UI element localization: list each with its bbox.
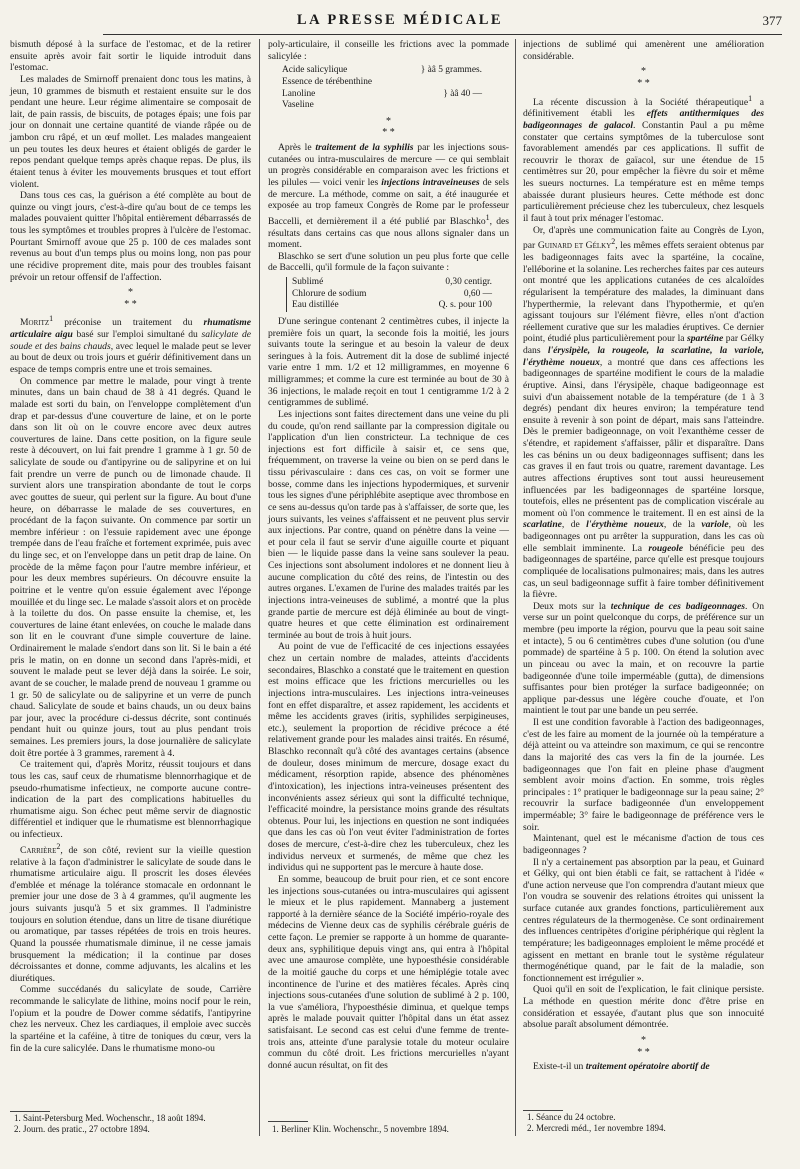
formula-line: Sublimé 0,30 centigr.	[292, 277, 492, 288]
prescription-formula	[286, 277, 509, 312]
footnote: 2. Journ. des pratic., 27 octobre 1894.	[14, 1123, 150, 1134]
topic-heading: traitement opératoire abortif de	[585, 1061, 710, 1073]
footnote-rule	[523, 1110, 563, 1111]
topic-heading: rhumatisme articulaire aigu	[10, 317, 251, 341]
footnote-rule	[268, 1121, 308, 1122]
paragraph-carriere: Carrière$^2$, de son côté, revient sur la vieille question relative à la façon d'administrer le salicylate de soude dans le rhumatisme articulaire aigu. Il proscrit les doses élevées d'emblée et ménage la tolérance stomacale en ordonnant le premier jour une dose de 3 à 4 grammes, qu'il augmente les jours suivants jusqu'à 5 et six grammes. Il l'administre toujours en solution étendue, dans un litre de tisane diurétique ou aromatique, par tasses répétées de trois en trois heures. Quand la poussée rhumatismale diminue, il ne cesse jamais brusquement la médication; il la continue par doses décroissantes et donne, comme adjuvants, les alcalins et les diurétiques.	[10, 841, 251, 984]
author-name: Moritz	[20, 317, 50, 329]
footnotes-col-1	[14, 1113, 206, 1134]
paragraph: En somme, beaucoup de bruit pour rien, et ce sont encore les injections sous-cutanées ou intra-musculaires qui agissent le mieux et le plus rapidement. Mannaberg a justement rapporté à la dernière séance de la Société império-royale des médecins de Vienne deux cas de syphilis cérébrale guéris de cette façon. Le premier se rapporte à un homme de quarante-deux ans, syphilitique depuis vingt ans, qui entra à l'hôpital avec une amaurose complète, une hypoesthésie considérable de la moitié gauche du corps et une hémiplégie totale avec incontinence de l'urine et des matières fécales. Après cinq injections sous-cutanées d'une solution de sublimé à 2 p. 100, la vue s'améliora, l'hypoesthésie diminua, et quelque temps après le malade pouvait quitter l'hôpital dans un état assez satisfaisant. Le second cas est celui d'une femme de trente-trois ans, atteinte d'une paralysie totale du moteur oculaire commun du côté droit. Les frictions mercurielles n'ayant donné aucun résultat, on fit des	[268, 873, 509, 1071]
footnote: 2. Mercredi méd., 1er novembre 1894.	[527, 1122, 666, 1133]
paragraph: poly-articulaire, il conseille les frictions avec la pommade salicylée :	[268, 39, 509, 62]
footnote-ref: 1	[748, 93, 753, 103]
footnote: 1. Séance du 24 octobre.	[527, 1112, 616, 1122]
paragraph: Maintenant, quel est le mécanisme d'action de tous ces badigeonnages ?	[523, 833, 764, 856]
paragraph: Dans tous ces cas, la guérison a été complète au bout de quinze ou vingt jours, c'est-à-dire qu'au bout de ce temps les malades pouvaient quitter l'hôpital entièrement débarrassés de tous les symptômes et troubles propres à l'ulcère de l'estomac. Pourtant Smirnoff avoue que 25 p. 100 de ces malades sont revenus au bout d'un temps plus ou moins long, non pas pour une récidive proprement dite, mais pour des troubles faisant prévoir un retour offensif de l'affection.	[10, 190, 251, 283]
paragraph: D'une seringue contenant 2 centimètres cubes, il injecte la première fois un quart, la seconde fois la moitié, les jours suivants toute la seringue et au besoin la valeur de deux seringues à la fois. Autrement dit la dose de sublimé injecté varie entre 1 mm. 1/2 et 12 milligrammes, en moyenne 6 milligrammes; et comme la cure est terminée au bout de 30 à 36 injections, le malade reçoit en tout 1 centigramme 1/2 à 2 centigrammes de sublimé.	[268, 315, 509, 409]
author-name: Carrière	[20, 844, 57, 856]
column-2	[268, 39, 509, 1072]
section-separator: * * *	[637, 66, 650, 89]
topic-heading: technique de ces badigeonnages	[610, 600, 745, 612]
paragraph-technique: Deux mots sur la technique de ces badigeonnages. On verse sur un point quelconque du corps, de préférence sur un membre (peu importe la région, pourvu que la peau soit saine et intacte), 5 ou 6 centimètres cubes d'une solution (ou d'une pommade) de spartéine à 5 p. 100. On étend la solution avec un pinceau ou avec la main, et on recouvre la partie badigeonnée d'une toile imperméable (gutta), de dimensions suffisantes pour bien protéger la surface badigeonnée; on applique par-dessus une légère couche d'ouate, et l'on maintient le tout par une bande un peu serrée.	[523, 600, 765, 717]
paragraph: Comme succédanés du salicylate de soude, Carrière recommande le salicylate de lithine, moins nocif pour le rein, l'opium et la poudre de Dower comme sédatifs, l'antipyrine chez les nerveux. Chez les cardiaques, il emploie avec succès la spartéine et la caféine, à titre de toniques du cœur, vers la fin de la cure salicylée. Dans le rhumatisme mono-ou	[10, 984, 251, 1054]
header-rule	[103, 34, 782, 35]
section-separator: * * *	[637, 1034, 650, 1058]
formula-line: Acide salicylique } àâ 5 grammes.	[282, 65, 482, 76]
paragraph: Blaschko se sert d'une solution un peu plus forte que celle de Baccelli, qu'il formule de la façon suivante :	[268, 250, 509, 274]
footnotes-col-2	[272, 1124, 449, 1135]
column-1	[10, 39, 251, 1054]
formula-line: Chlorure de sodium 0,60 —	[292, 288, 492, 299]
column-3	[523, 39, 764, 1073]
journal-title: LA PRESSE MÉDICALE	[296, 12, 504, 28]
page-number: 377	[762, 13, 782, 28]
paragraph: Les malades de Smirnoff prenaient donc tous les matins, à jeun, 10 grammes de bismuth et restaient ensuite sur le dos pendant une heure. Leur régime alimentaire se composait de lait, de pain rassis, de biscuits, de potages épais; une fois par jour on donnait une certaine quantité de viande râpée ou de jambon cru râpé, et un œuf mollet. Les malades mangeaient un peu toutes les deux heures et étaient obligés de garder le repos pendant quelque temps après chaque repas. De plus, ils étaient tenus à éviter les mouvements brusques et tout effort violent.	[10, 73, 251, 190]
paragraph-gaiacol: La récente discussion à la Société thérapeutique$^1$ a définitivement établi les effets antithermiques des badigeonnages de galacol. Constantin Paul a pu même constater que certains symptômes de la tuberculose sont favorablement amendés par ces applications. Il suffit de recouvrir le thorax de gaïacol, sur une étendue de 15 centimètres sur 20, pour empêcher la fièvre du soir et même les sueurs nocturnes. La température est en même temps abaissée durant plusieurs heures. Cette méthode est donc particulièrement précieuse chez les tuberculeux, chez lesquels il faut à tout prix ménager l'estomac.	[523, 93, 764, 224]
paragraph: Quoi qu'il en soit de l'explication, le fait clinique persiste. La méthode en question mérite donc d'être prise en considération et essayée, d'autant plus que son innocuité absolue paraît absolument démontrée.	[523, 984, 764, 1031]
footnotes-col-3	[527, 1112, 666, 1133]
topic-heading: traitement de la syphilis	[315, 142, 414, 153]
paragraph: Ce traitement qui, d'après Moritz, réussit toujours et dans tous les cas, sauf ceux de rhumatisme blennorrhagique et de pseudo-rhumatisme infectieux, ne comporte aucune contre-indication de la part des complications habituelles du rhumatisme aigu. Son échec peut même servir de diagnostic différentiel et indiquer que le rhumatisme est blennorrhagique ou infectieux.	[10, 759, 251, 841]
paragraph: Au point de vue de l'efficacité de ces injections essayées chez un certain nombre de malades, atteints d'accidents secondaires, Blaschko a constaté que le traitement en question est moins efficace que les frictions mercurielles ou les injections intra-musculaires. Les injections intra-veineuses font en effet disparaître, et assez rapidement, les accidents et même les accidents graves (iritis, syphilides serpigineuses, etc.), seulement la proportion de récidive précoce a été relativement grande pour les malades ainsi traités. En résumé, Blaschko reconnaît qu'à côté des avantages certains (absence de douleur, doses minimum de mercure, dosage exact du médicament, résorption rapide, absence des phénomènes d'intoxication), les injections intra-veineuses présentent des inconvénients assez sérieux qui sont la difficulté technique, l'efficacité moindre, la persistance moins grande des résultats obtenus. Pour lui, les injections en question ne sont indiquées que dans les cas où l'on veut éviter l'administration de fortes doses de mercure, c'est-à-dire chez les tuberculeux, chez les individus nerveux et surmenés, de même que chez les individus qui ne supportent pas le mercure à haute dose.	[268, 641, 509, 874]
topic-heading: effets antithermiques des badigeonnages de galacol	[523, 108, 764, 131]
prescription-formula	[282, 65, 509, 112]
paragraph: injections de sublimé qui amenèrent une amélioration considérable.	[523, 39, 764, 62]
paragraph: Il n'y a certainement pas absorption par la peau, et Guinard et Gélky, qui ont bien établi ce fait, se rattachent à l'idée « d'une action nerveuse que l'on comprendra d'autant mieux que l'on voudra se souvenir des relations étroites qui unissent la surface cutanée aux grandes fonctions, particulièrement aux centres régulateurs de la thermogenèse. Ce sont ordinairement des influences centripètes d'origine périphérique qui règlent la température; les badigeonnages emploient le même procédé et agissent en mettant en branle tout le système régulateur thermogénétique quand, par le fait de la maladie, son fonctionnement est irrégulier ».	[523, 856, 764, 984]
footnote: 1. Berliner Klin. Wochenschr., 5 novembre 1894.	[272, 1124, 449, 1134]
formula-line: Lanoline } àâ 40 —	[282, 88, 482, 99]
formula-line: Vaseline	[282, 100, 314, 111]
paragraph-abortif: Existe-t-il un traitement opératoire abortif de	[533, 1061, 710, 1073]
paragraph: On commence par mettre le malade, pour vingt à trente minutes, dans un bain chaud de 38 à 41 degrés. Quand le malade est sorti du bain, on l'enveloppe complètement d'un drap et par-dessus d'une couverture de laine, et on le porte dans son lit où on le couvre encore avec deux autres couvertures de laine. Dans cette position, on la figure seule reste à découvert, on lui fait prendre 1 gramme à 1 gr. 50 de salicylate de soude ou d'antipyrine ou de salipyrine et on lui fait prendre un verre de punch ou de limonade chaude. Il survient alors une transpiration abondante de tout le corps avec gouttes de sueur, qui perlent sur la figure. Au bout d'une heure, on débarrasse le malade de ses couvertures, en procédant de la façon suivante. On commence par sortir un membre inférieur : on l'essuie rapidement avec une éponge trempée dans de l'eau fraîche et fortement exprimée, puis avec du linge sec, et on l'enveloppe dans un petit drap de laine. On procède de la même façon pour l'autre membre inférieur, et pour les deux membres supérieurs. On découvre ensuite la poitrine et le ventre qu'on essuie également avec l'éponge mouillée et du linge sec. Le malade s'assoit alors et on procède à la toilette du dos. On passe ensuite la chemise, et, les couvertures de laine étant enlevées, on couche le malade dans son lit en le couvrant d'une simple couverture de laine. Ordinairement le malade s'endort dans son lit. Si le bain a été pris le matin, on en donne un second dans l'après-midi, et souvent le malade peut se lever déjà dans la soirée. Le soir, avant de se coucher, le malade prend de nouveau 1 gramme ou 1 gr. 50 de salicylate ou de salipyrine et un verre de punch chaud. Salicylate de soude et bains chauds, un ou deux bains par jour, avec la procédure ci-dessus décrite, sont continués pendant huit ou quinze jours, tout au plus pendant trois semaines. Les premiers jours, la dose journalière de salicylate doit être portée à 3 grammes, rarement à 4.	[10, 375, 251, 759]
topic-heading: injections intraveineuses	[381, 176, 480, 188]
footnote-ref: 1	[485, 212, 490, 222]
paragraph: bismuth déposé à la surface de l'estomac, et de la retirer ensuite après avoir fait sortir le liquide introduit dans l'estomac.	[10, 39, 251, 74]
section-separator: * * *	[382, 115, 395, 139]
column-divider-1	[259, 39, 260, 1136]
paragraph-sparteine: Or, d'après une communication faite au Congrès de Lyon, par Guinard et Gélky$^2$, les mêmes effets seraient obtenus par les badigeonnages faits avec la spartéine, la cocaïne, l'elléborine et la solanine. Les recherches faites par ces auteurs ont montré que les applications cutanées de ces alcaloïdes régularisent la température des malades, la diminuant dans l'hyperthermie, la relevant dans l'hypothermie, et qu'en agissant toujours sur l'élément fièvre, elles n'ont d'action réellement curative que sur les maladies éruptives. Ce dernier point, étudié plus particulièrement pour la spartéine par Gélky dans l'érysipèle, la rougeole, la scarlatine, la variole, l'érythème noueux, a montré que dans ces affections les badigeonnages de spartéine modifient le cours de la maladie éruptive. Ainsi, dans l'érysipèle, chaque badigeonnage est suivi d'un abaissement notable de la température (de 1 à 3 degrés) pendant dix heures environ; la température tend ensuite à revenir à son point de départ, mais sans l'atteindre. Dès le premier badigeonnage, on voit l'exanthème cesser de s'étendre, et rapidement s'affaisser, pâlir et disparaître. Dans les cas bénins un ou deux badigeonnages suffisent; dans les cas graves il en faut trois ou quatre, rarement davantage. Les autres affections éruptives sont tout aussi heureusement influencées par les badigeonnages de spartéine lorsque, toutefois, elles ne présentent pas de complication viscérale au moment où l'on commence le traitement. Il en est ainsi de la scarlatine, de l'érythème noueux, de la variole, où les badigeonnages ont pu arrêter la suppuration, dans les cas où elle semblait imminente. La rougeole bénéficie peu des badigeonnages de spartéine, parce qu'elle est presque toujours compliquée de localisations pulmonaires; mais, dans les autres cas, un seul badigeonnage suffit à faire tomber définitivement la fièvre.	[523, 224, 765, 601]
formula-line: Essence de térébenthine	[282, 76, 373, 87]
footnote-ref: 2	[611, 237, 616, 247]
footnote: 1. Saint-Petersburg Med. Wochenschr., 18 août 1894.	[14, 1113, 206, 1123]
footnote-ref: 1	[49, 314, 54, 324]
column-divider-2	[515, 39, 516, 1136]
formula-line: Eau distillée Q. s. pour 100	[292, 300, 492, 311]
paragraph-syphilis: Après le traitement de la syphilis par les injections sous-cutanées ou intra-musculaires de mercure — ce qui semblait un progrès considérable en comparaison avec les frictions et les pilules — voici venir les injections intraveineuses de sels de mercure. La méthode, comme on sait, a été inaugurée et exposée au trop fameux Congrès de Rome par le professeur Baccelli, et dernièrement il a été publié par Blaschko$^1$, des résultats dans certains cas que nous allons signaler dans un moment.	[268, 142, 510, 251]
paragraph: Il est une condition favorable à l'action des badigeonnages, c'est de les faire au moment de la journée où la température a déjà atteint ou va atteindre son maximum, ce qui se rencontre dans la majorité des cas vers la fin de la journée. Les badigeonnages que l'on fait en pleine phase d'augment semblent avoir moins d'action. En somme, trois règles principales : 1° pratiquer le badigeonnage sur la peau saine; 2° recouvrir la surface badigeonnée d'un enveloppement imperméable; 3° faire le badigeonnage de préférence vers le soir.	[523, 717, 764, 833]
paragraph: Les injections sont faites directement dans une veine du pli du coude, qu'on rend saillante par la compression digitale ou l'application d'un lien constricteur. La technique de ces injections est fort difficile à saisir et, ce sens que, fréquemment, on traverse la veine ou bien on se perd dans le tissu périvasculaire : dans ces cas, on voit se former une bosse, comme dans les injections hypodermiques, et survenir tous les signes d'une périphlébite aseptique avec thrombose en ce sens au-dessus qu'on tarde pas à s'affaisser, de sorte que, les jours suivants, les veines s'affaissent et ne peuvent plus servir aux injections. Par contre, quand on pénètre dans la veine — et pour cela il faut se servir d'une aiguille courte et piquant bien — le liquide passe dans la veine sans soulever la peau. Ces injections sont absolument indolores et ne donnent lieu à aucune complication du côté des reins, de l'intestin ou des autres organes. L'examen de l'urine des malades traités par les injections intra-veineuses de sublimé, a montré que la plus grande partie de mercure est déjà éliminée au bout de vingt-quatre heures et que cette élimination est ordinairement terminée au bout de trois à huit jours.	[268, 408, 509, 641]
footnote-ref: 2	[56, 841, 61, 851]
paragraph-moritz: Moritz$^1$ préconise un traitement du rhumatisme articulaire aigu basé sur l'emploi simultané du salicylate de soude et des bains chauds, avec lequel le malade peut se lever au bout de deux ou trois jours et guérir définitivement dans un espace de temps compris entre une et trois semaines.	[10, 314, 251, 376]
page-header	[0, 0, 800, 36]
author-name: Guinard et Gélky	[537, 240, 612, 252]
footnote-rule	[10, 1111, 50, 1112]
section-separator: * * *	[124, 287, 137, 310]
